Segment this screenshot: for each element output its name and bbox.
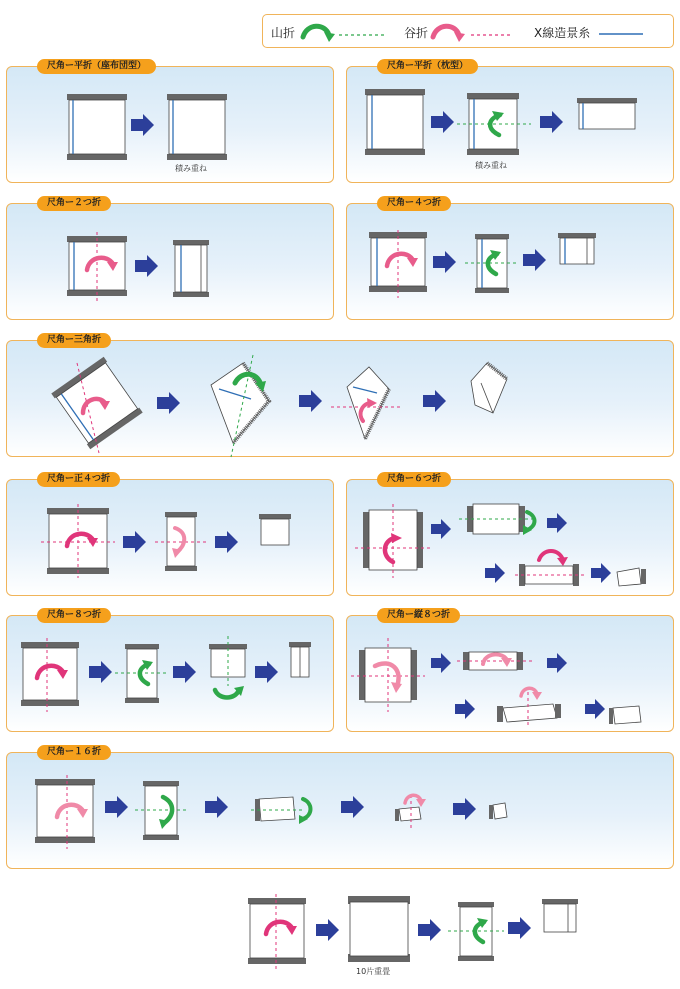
towel-fringe-icon xyxy=(458,902,494,907)
panel-title: 尺角ー平折（枕型） xyxy=(377,59,478,74)
panel-note: 積み重ね xyxy=(175,164,207,173)
step-arrow-icon xyxy=(316,919,339,941)
legend-x-line-thread-label: X線造景糸 xyxy=(534,26,591,40)
panel-title: 尺角ー４つ折 xyxy=(377,196,451,211)
legend-valley-fold-label: 谷折 xyxy=(404,26,429,40)
towel-fringe-icon xyxy=(248,898,306,904)
panel-title: 尺角ー６つ折 xyxy=(377,472,451,487)
panel-title: 尺角ー１６折 xyxy=(37,745,111,760)
step-arrow-icon xyxy=(508,917,531,939)
stack-note: 10片重畳 xyxy=(356,967,391,976)
step-arrow-icon xyxy=(418,919,441,941)
towel-fringe-icon xyxy=(458,956,494,961)
towel-icon xyxy=(544,904,576,932)
panel-title: 尺角ー三角折 xyxy=(37,333,111,348)
towel-icon xyxy=(250,904,304,958)
panel-title: 尺角ー縦８つ折 xyxy=(377,608,460,623)
panel-title: 尺角ー８つ折 xyxy=(37,608,111,623)
panel-title: 尺角ー平折（座布団型） xyxy=(37,59,156,74)
towel-fringe-icon xyxy=(248,958,306,964)
towel-fringe-icon xyxy=(542,899,578,904)
panel-title: 尺角ー２つ折 xyxy=(37,196,111,211)
towel-icon xyxy=(350,902,408,956)
panel-title: 尺角ー正４つ折 xyxy=(37,472,120,487)
panel-note: 積み重ね xyxy=(475,161,507,170)
legend-mountain-fold-label: 山折 xyxy=(271,26,296,40)
